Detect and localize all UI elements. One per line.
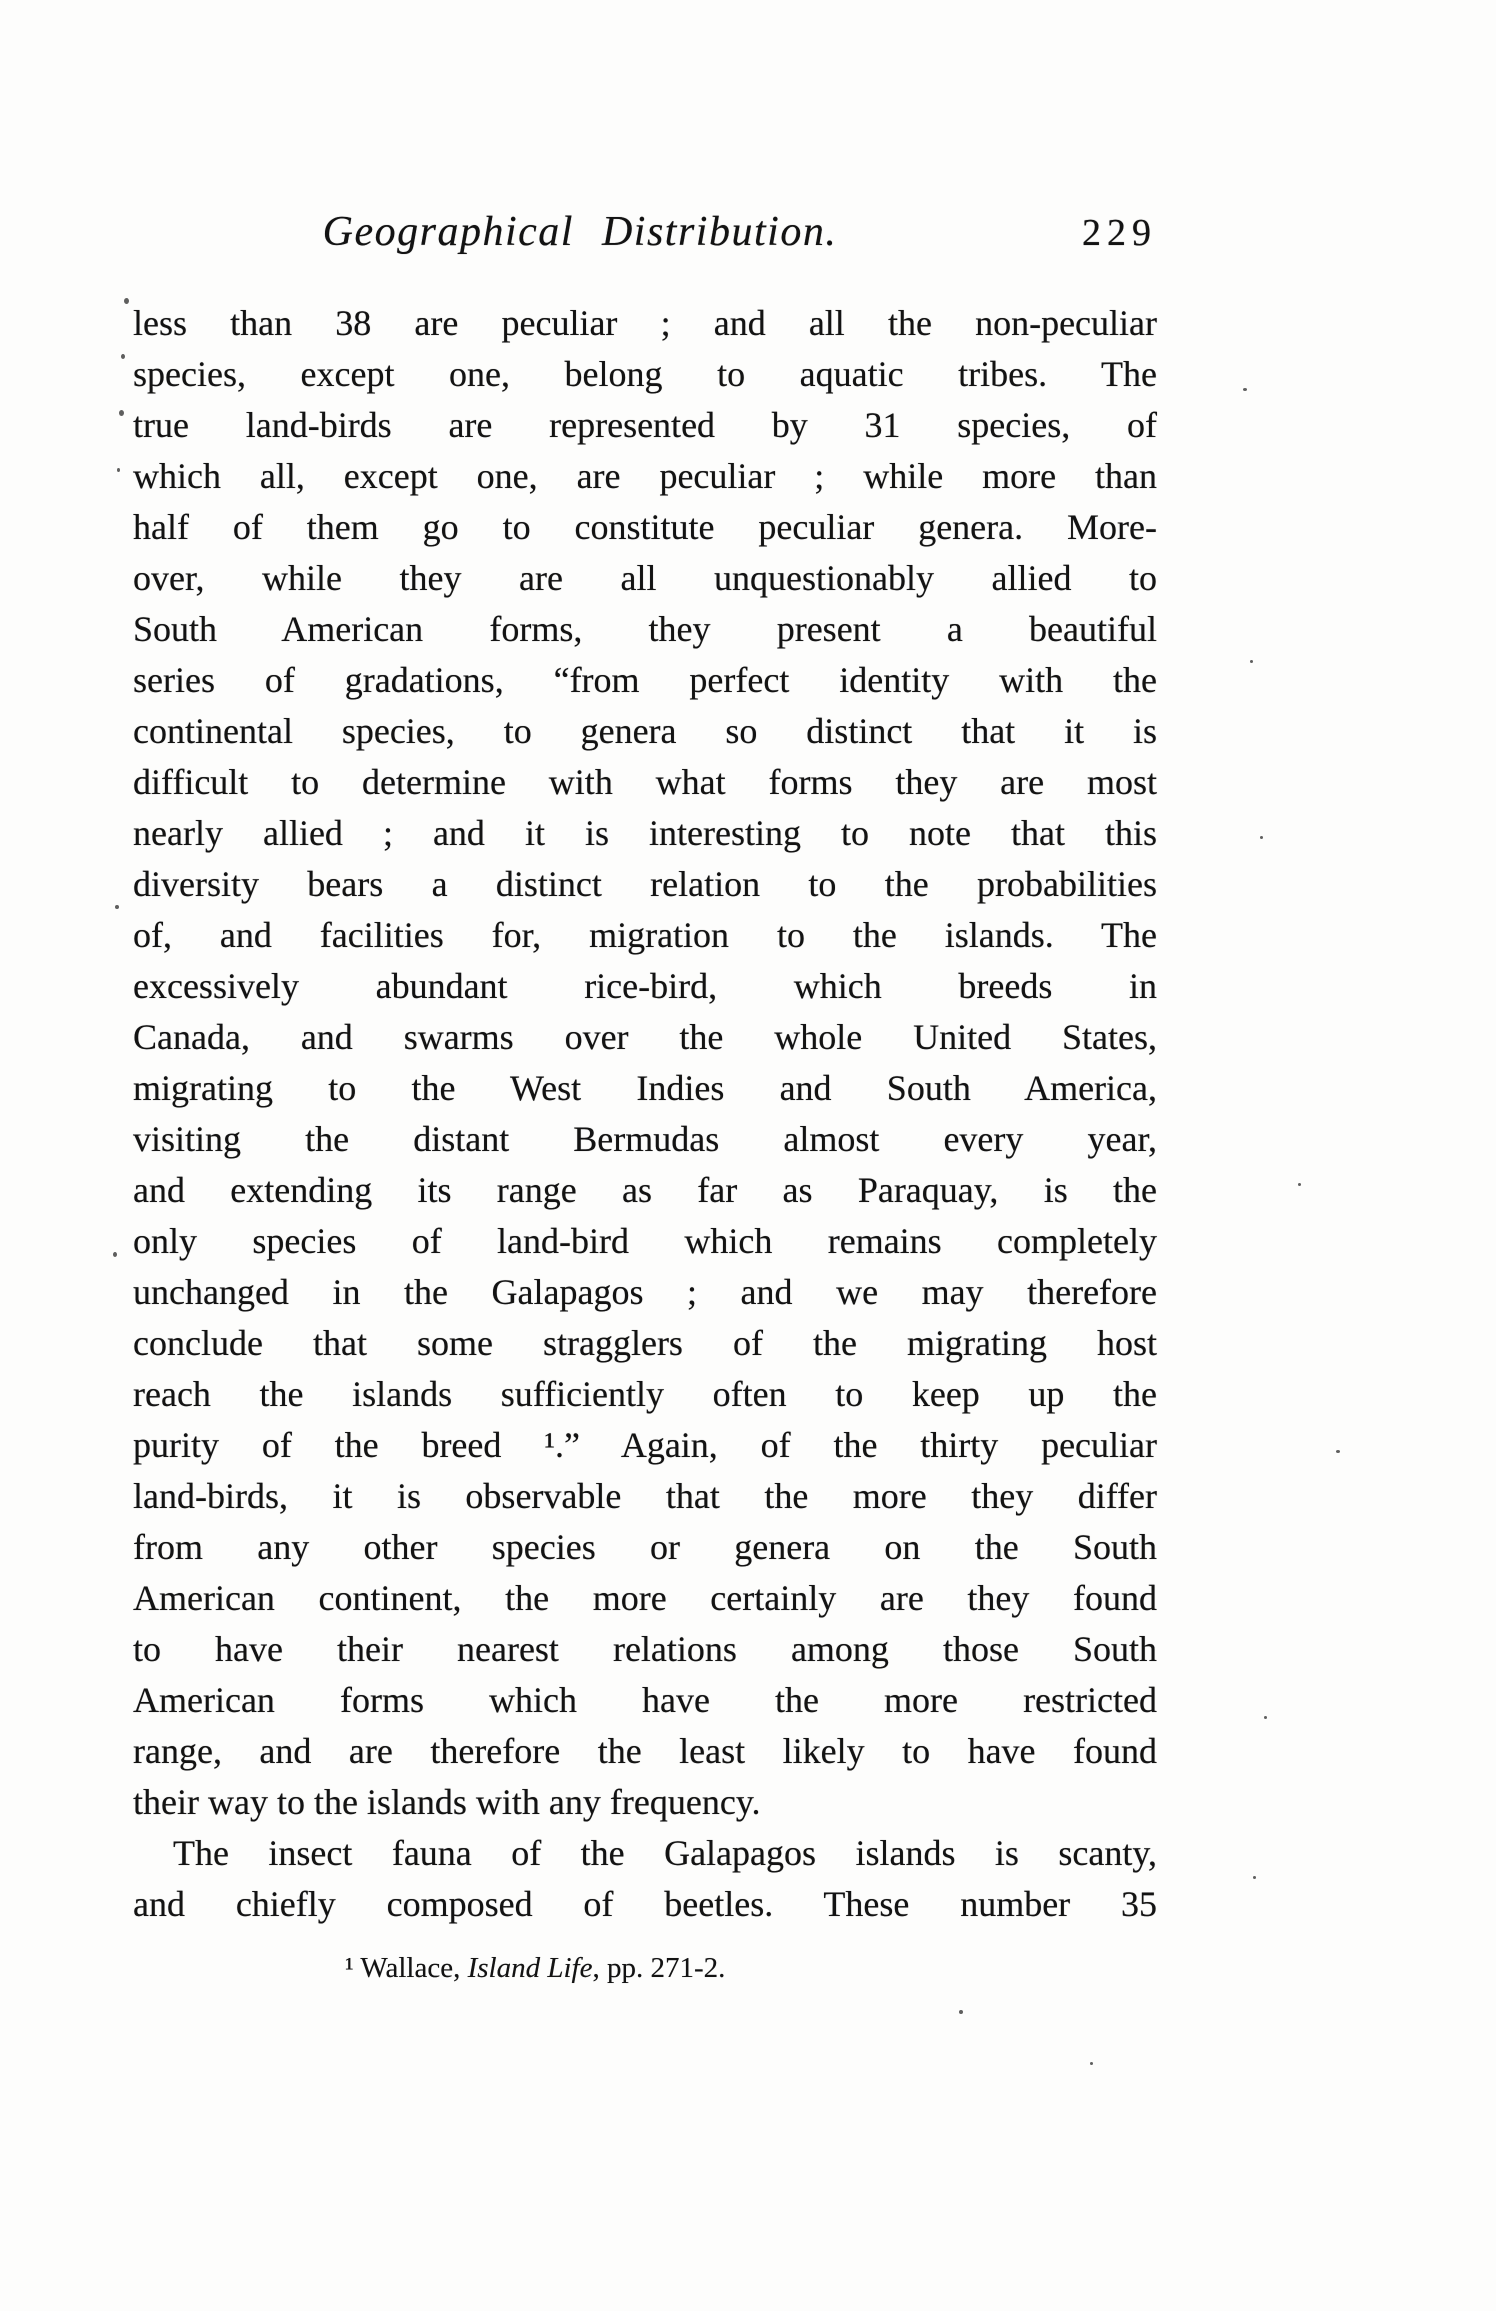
footnote xyxy=(345,1952,1157,1985)
scan-speck xyxy=(1260,836,1263,839)
text-line: diversity bears a distinct relation to the probabilities xyxy=(133,864,1157,904)
text-line: their way to the islands with any frequency. xyxy=(133,1782,761,1822)
scan-speck xyxy=(1090,2062,1093,2065)
text-line: American continent, the more certainly are they found xyxy=(133,1578,1157,1618)
scan-speck xyxy=(115,905,119,909)
text-line: difficult to determine with what forms they are most xyxy=(133,762,1157,802)
text-line: Canada, and swarms over the whole United States, xyxy=(133,1017,1157,1057)
scan-speck xyxy=(117,468,120,472)
text-line: and extending its range as far as Paraquay, is the xyxy=(133,1170,1157,1210)
text-line: land-birds, it is observable that the more they differ xyxy=(133,1476,1157,1516)
text-line: half of them go to constitute peculiar genera. More- xyxy=(133,507,1157,547)
text-line: species, except one, belong to aquatic tribes. The xyxy=(133,354,1157,394)
scan-speck xyxy=(1243,388,1247,391)
text-line: reach the islands sufficiently often to keep up the xyxy=(133,1374,1157,1414)
text-line: conclude that some stragglers of the migrating host xyxy=(133,1323,1157,1363)
text-line: to have their nearest relations among those South xyxy=(133,1629,1157,1669)
text-line: from any other species or genera on the South xyxy=(133,1527,1157,1567)
scan-speck xyxy=(1264,1716,1267,1719)
text-line: over, while they are all unquestionably allied to xyxy=(133,558,1157,598)
footnote-citation-prefix: ¹ Wallace, xyxy=(345,1952,468,1984)
text-line: migrating to the West Indies and South America, xyxy=(133,1068,1157,1108)
text-line: American forms which have the more restricted xyxy=(133,1680,1157,1720)
footnote-citation-suffix: , pp. 271-2. xyxy=(592,1952,726,1984)
scan-speck xyxy=(1250,660,1253,663)
text-line: continental species, to genera so distinct that it is xyxy=(133,711,1157,751)
scan-speck xyxy=(113,1252,117,1257)
text-line: nearly allied ; and it is interesting to note that this xyxy=(133,813,1157,853)
text-block xyxy=(133,208,1157,1985)
text-line: true land-birds are represented by 31 species, of xyxy=(133,405,1157,445)
scan-speck xyxy=(121,354,125,359)
scan-speck xyxy=(1253,1876,1256,1879)
scan-speck xyxy=(1298,1183,1301,1186)
text-line: and chiefly composed of beetles. These number 35 xyxy=(133,1884,1157,1924)
text-line: unchanged in the Galapagos ; and we may therefore xyxy=(133,1272,1157,1312)
text-line: visiting the distant Bermudas almost every year, xyxy=(133,1119,1157,1159)
body-text xyxy=(133,298,1157,1930)
text-line: purity of the breed ¹.” Again, of the thirty peculiar xyxy=(133,1425,1157,1465)
scan-speck xyxy=(959,2010,963,2014)
scan-speck xyxy=(1336,1450,1340,1453)
text-line: which all, except one, are peculiar ; while more than xyxy=(133,456,1157,496)
text-line: range, and are therefore the least likely to have found xyxy=(133,1731,1157,1771)
text-line: of, and facilities for, migration to the islands. The xyxy=(133,915,1157,955)
page-header xyxy=(133,208,1157,264)
scan-speck xyxy=(124,298,129,304)
text-line: excessively abundant rice-bird, which breeds in xyxy=(133,966,1157,1006)
running-title: Geographical Distribution. xyxy=(322,209,838,255)
text-line: less than 38 are peculiar ; and all the non-peculiar xyxy=(133,303,1157,343)
text-line: The insect fauna of the Galapagos islands is scanty, xyxy=(173,1833,1157,1873)
page-number: 229 xyxy=(1082,212,1157,254)
text-line: only species of land-bird which remains completely xyxy=(133,1221,1157,1261)
scan-speck xyxy=(119,410,124,416)
footnote-work-title: Island Life xyxy=(467,1952,593,1984)
text-line: South American forms, they present a beautiful xyxy=(133,609,1157,649)
text-line: series of gradations, “from perfect identity with the xyxy=(133,660,1157,700)
